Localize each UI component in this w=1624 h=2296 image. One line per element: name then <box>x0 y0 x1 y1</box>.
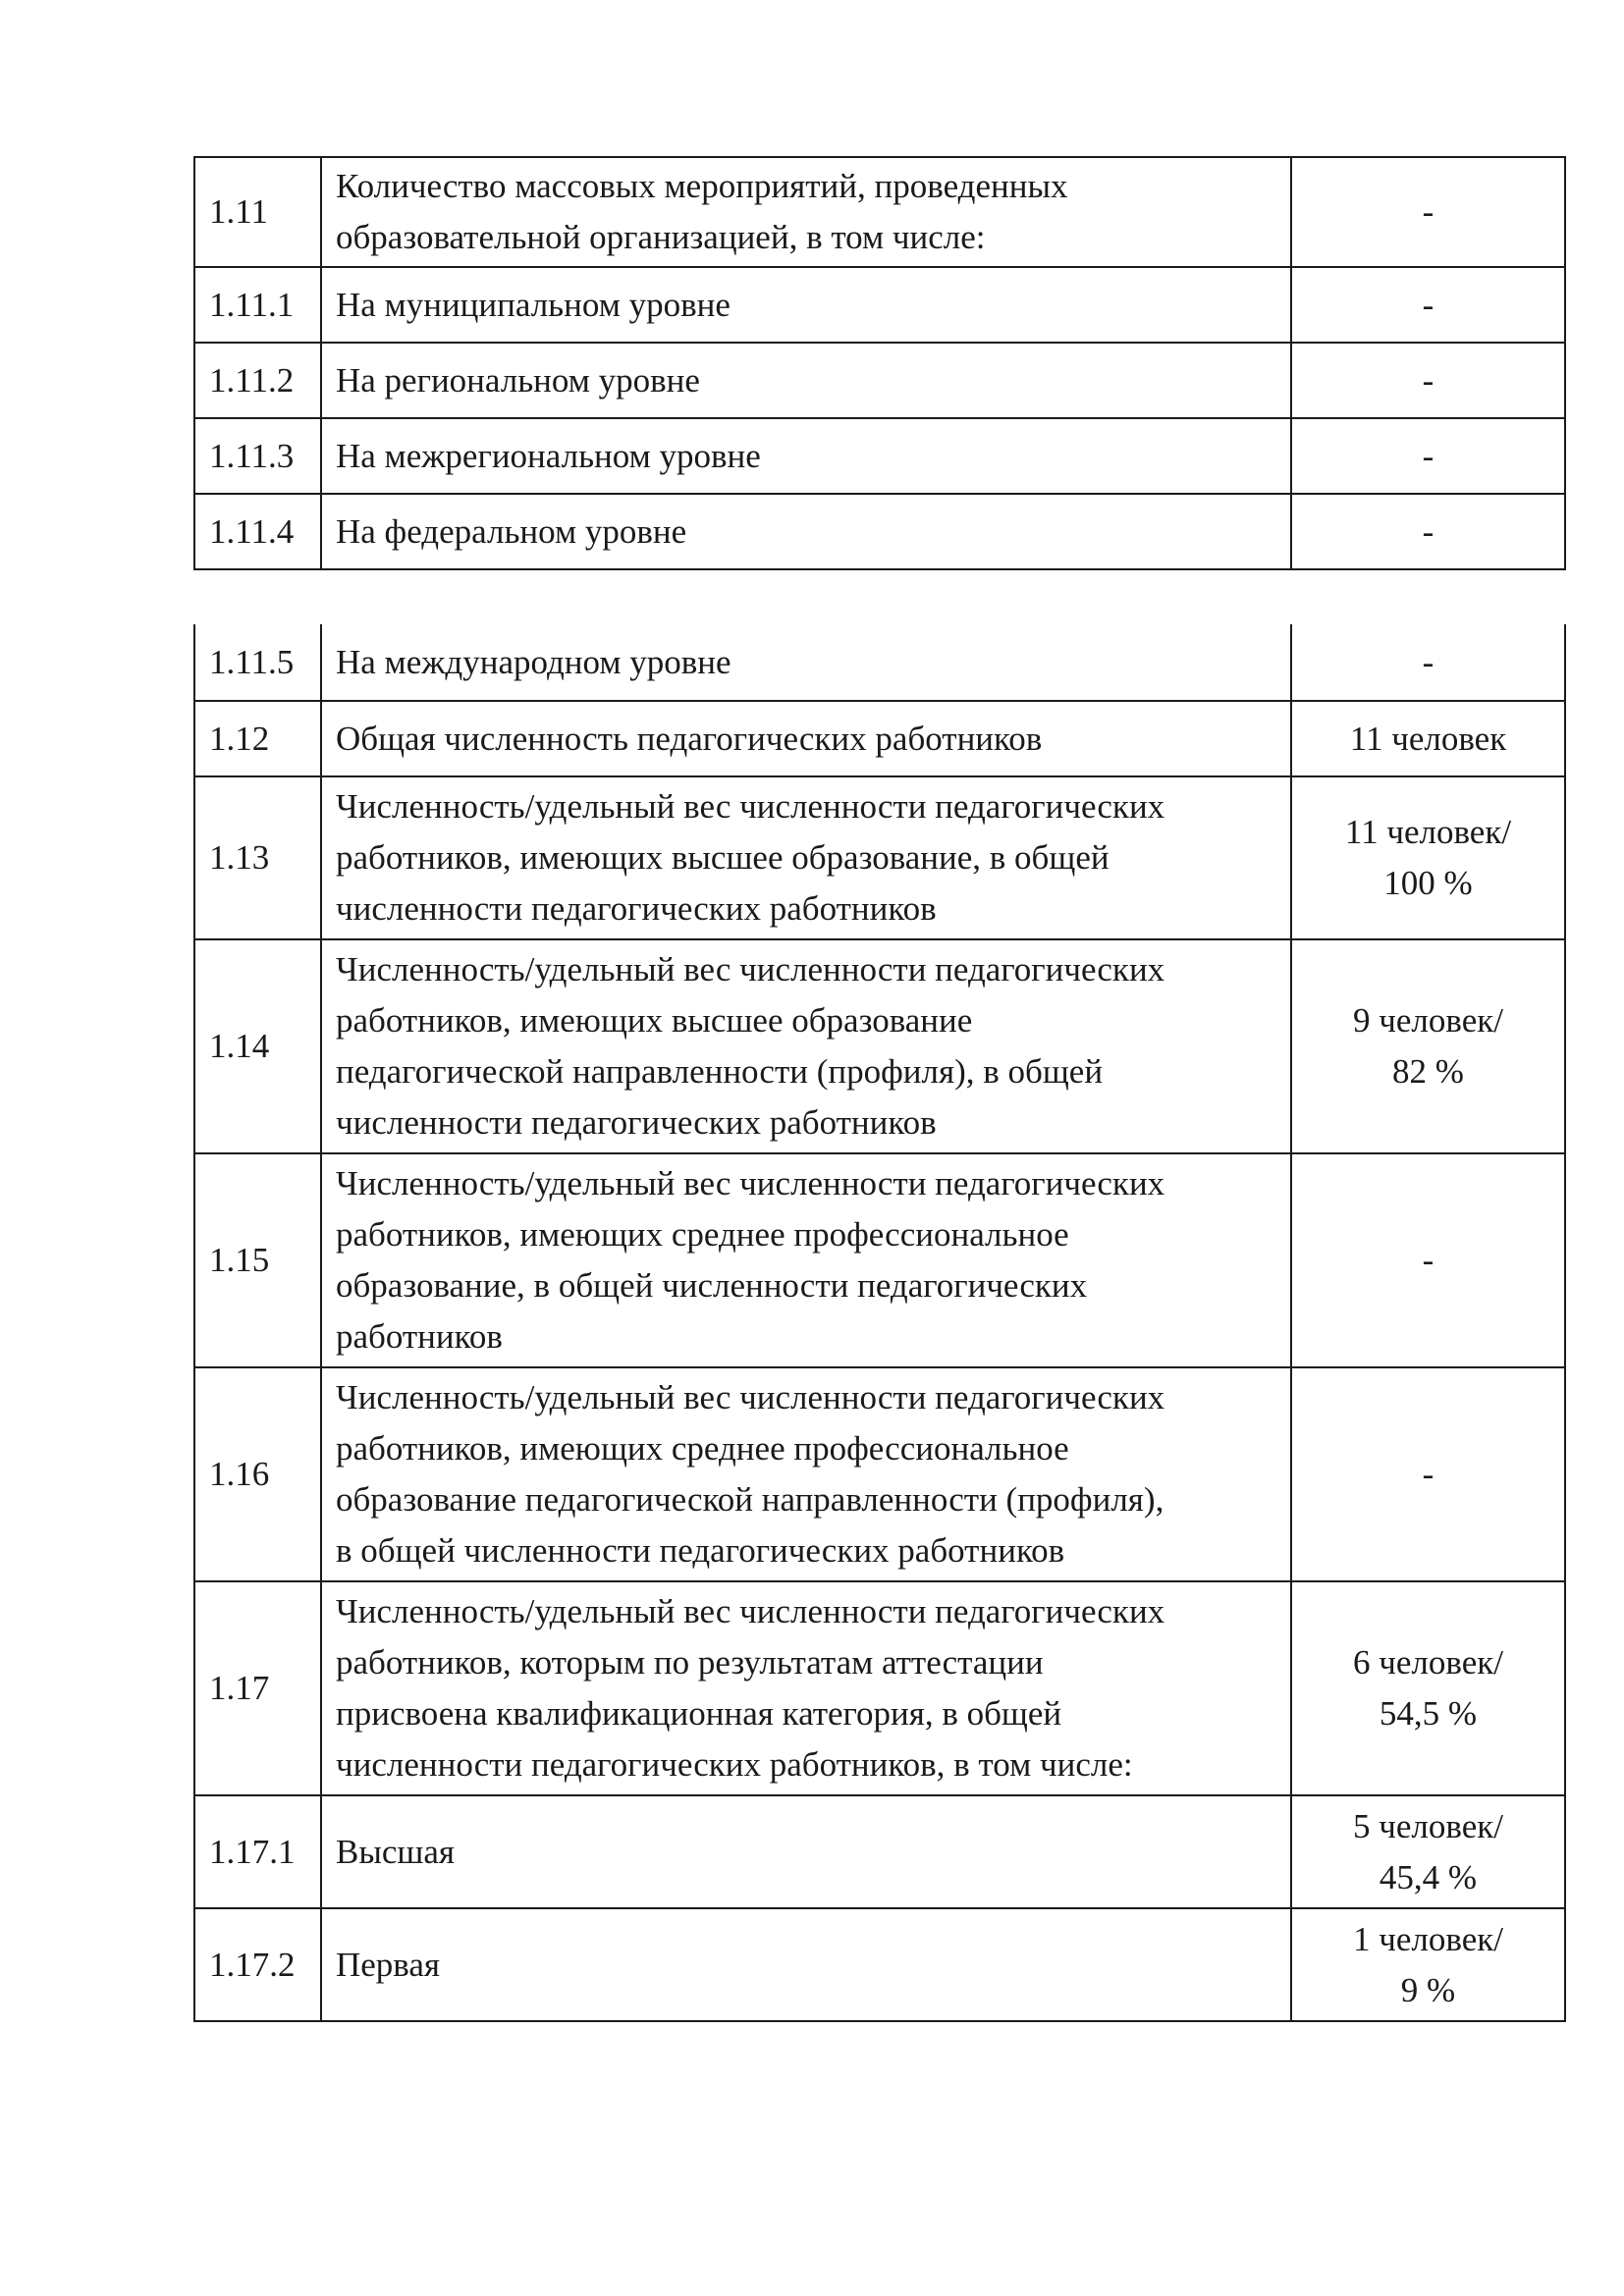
indicator-line: На межрегиональном уровне <box>336 436 761 475</box>
table-row <box>194 624 1565 701</box>
row-number: 1.13 <box>194 776 321 939</box>
value-line: 5 человек/ <box>1353 1806 1503 1845</box>
indicator-line: работников, имеющих среднее профессиональное <box>336 1215 1069 1254</box>
indicators-table-2 <box>193 624 1566 2022</box>
indicator-line: Численность/удельный вес численности педагогических <box>336 1592 1165 1630</box>
indicator-text <box>321 1581 1291 1795</box>
indicator-line: работников, имеющих высшее образование <box>336 1001 973 1040</box>
value-line: - <box>1422 1241 1435 1279</box>
row-number: 1.17.1 <box>194 1795 321 1908</box>
table-row <box>194 1367 1565 1581</box>
indicator-line: Количество массовых мероприятий, проведенных <box>336 167 1068 205</box>
value-line: 6 человек/ <box>1353 1643 1503 1682</box>
indicator-line: Первая <box>336 1945 441 1984</box>
indicator-line: Общая численность педагогических работников <box>336 719 1043 758</box>
row-number: 1.11.4 <box>194 494 321 569</box>
indicator-line: образовательной организацией, в том числе: <box>336 218 986 256</box>
table-row <box>194 157 1565 267</box>
row-number: 1.12 <box>194 701 321 776</box>
table-row <box>194 1795 1565 1908</box>
indicator-line: образование педагогической направленности (профиля), <box>336 1480 1164 1519</box>
indicator-line: На муниципальном уровне <box>336 285 731 324</box>
indicator-text <box>321 701 1291 776</box>
row-number: 1.11.1 <box>194 267 321 343</box>
value-line: 11 человек <box>1349 719 1507 758</box>
value-line: 9 % <box>1400 1970 1456 2009</box>
indicator-text <box>321 343 1291 418</box>
indicator-line: Численность/удельный вес численности педагогических <box>336 787 1165 826</box>
indicator-value <box>1291 157 1565 267</box>
value-line: - <box>1422 511 1435 551</box>
indicator-value <box>1291 1908 1565 2021</box>
row-number: 1.11 <box>194 157 321 267</box>
indicator-line: численности педагогических работников <box>336 889 937 928</box>
value-line: - <box>1422 436 1435 475</box>
indicator-line: Численность/удельный вес численности педагогических <box>336 1378 1165 1416</box>
indicator-value <box>1291 1153 1565 1367</box>
value-line: - <box>1422 1455 1435 1493</box>
indicator-line: На международном уровне <box>336 642 731 681</box>
row-number: 1.11.5 <box>194 624 321 701</box>
value-line: - <box>1422 360 1435 400</box>
indicator-line: численности педагогических работников <box>336 1103 937 1142</box>
indicator-text <box>321 418 1291 494</box>
indicator-line: Численность/удельный вес численности педагогических <box>336 1164 1165 1202</box>
indicators-table-1 <box>193 156 1566 570</box>
table-row <box>194 267 1565 343</box>
value-line: 11 человек/ <box>1344 813 1512 851</box>
indicator-value <box>1291 939 1565 1153</box>
indicator-text <box>321 1153 1291 1367</box>
indicator-value <box>1291 1795 1565 1908</box>
value-line: - <box>1422 642 1435 681</box>
value-line: - <box>1422 285 1435 324</box>
indicator-value <box>1291 418 1565 494</box>
indicator-line: На региональном уровне <box>336 360 700 400</box>
indicator-value <box>1291 1581 1565 1795</box>
table-row <box>194 1908 1565 2021</box>
indicator-line: работников, которым по результатам аттестации <box>336 1643 1044 1682</box>
indicator-line: численности педагогических работников, в том числе: <box>336 1745 1133 1784</box>
indicator-text <box>321 1795 1291 1908</box>
indicator-value <box>1291 1367 1565 1581</box>
table-row <box>194 939 1565 1153</box>
table-row <box>194 1581 1565 1795</box>
row-number: 1.11.3 <box>194 418 321 494</box>
indicator-line: работников, имеющих среднее профессиональное <box>336 1429 1069 1468</box>
indicator-line: Высшая <box>336 1832 455 1871</box>
row-number: 1.16 <box>194 1367 321 1581</box>
row-number: 1.14 <box>194 939 321 1153</box>
value-line: 1 человек/ <box>1353 1919 1503 1958</box>
indicator-line: работников <box>336 1317 503 1356</box>
table-row <box>194 418 1565 494</box>
indicator-value <box>1291 776 1565 939</box>
value-line: 54,5 % <box>1379 1694 1478 1733</box>
indicator-text <box>321 494 1291 569</box>
indicator-line: работников, имеющих высшее образование, в общей <box>336 838 1110 877</box>
indicator-text <box>321 157 1291 267</box>
indicator-value <box>1291 624 1565 701</box>
table-row <box>194 343 1565 418</box>
row-number: 1.11.2 <box>194 343 321 418</box>
value-line: 45,4 % <box>1379 1857 1478 1896</box>
indicator-text <box>321 776 1291 939</box>
indicator-value <box>1291 701 1565 776</box>
indicator-text <box>321 267 1291 343</box>
indicator-line: Численность/удельный вес численности педагогических <box>336 950 1165 988</box>
indicator-value <box>1291 267 1565 343</box>
value-line: 82 % <box>1392 1052 1464 1091</box>
indicator-line: образование, в общей численности педагогических <box>336 1266 1088 1305</box>
indicator-text <box>321 1367 1291 1581</box>
indicator-line: присвоена квалификационная категория, в общей <box>336 1694 1062 1733</box>
indicator-text <box>321 624 1291 701</box>
indicator-text <box>321 939 1291 1153</box>
table-row <box>194 776 1565 939</box>
table-row <box>194 1153 1565 1367</box>
value-line: - <box>1422 192 1435 231</box>
indicator-line: педагогической направленности (профиля), в общей <box>336 1052 1104 1091</box>
row-number: 1.17.2 <box>194 1908 321 2021</box>
indicator-line: На федеральном уровне <box>336 511 687 551</box>
row-number: 1.15 <box>194 1153 321 1367</box>
indicator-line: в общей численности педагогических работников <box>336 1531 1065 1570</box>
table-row <box>194 494 1565 569</box>
indicator-value <box>1291 343 1565 418</box>
table-row <box>194 701 1565 776</box>
value-line: 100 % <box>1383 864 1473 902</box>
indicator-text <box>321 1908 1291 2021</box>
row-number: 1.17 <box>194 1581 321 1795</box>
value-line: 9 человек/ <box>1353 1001 1503 1040</box>
indicator-value <box>1291 494 1565 569</box>
